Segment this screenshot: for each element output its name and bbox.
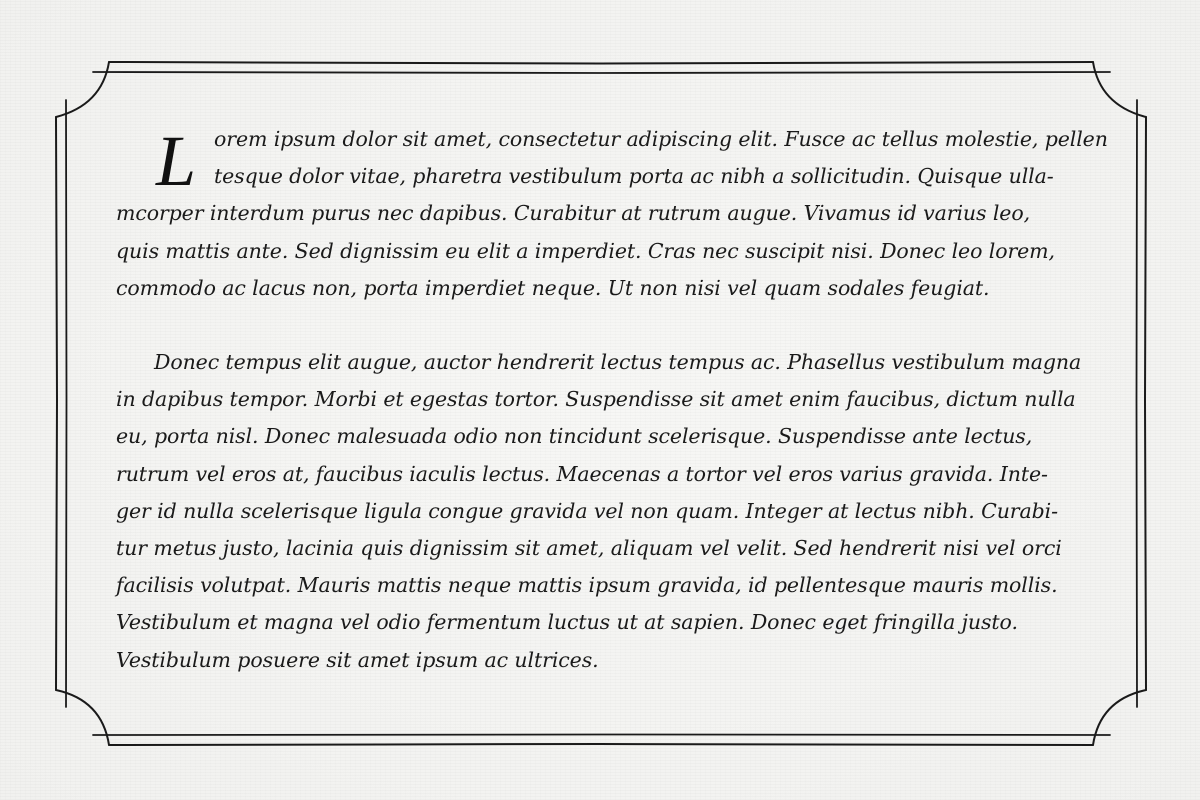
frame-top-outer-rule <box>109 62 1093 64</box>
text-line: orem ipsum dolor sit amet, consectetur adipiscing elit. Fusce ac tellus molestie, pellen <box>214 127 1108 151</box>
text-line: tesque dolor vitae, pharetra vestibulum porta ac nibh a sollicitudin. Quisque ulla- <box>214 164 1054 189</box>
text-line: commodo ac lacus non, porta imperdiet neque. Ut non nisi vel quam sodales feugiat. <box>116 275 990 300</box>
paragraph-2 <box>116 344 1094 679</box>
text-line: in dapibus tempor. Morbi et egestas tortor. Suspendisse sit amet enim faucibus, dictum nulla <box>116 387 1076 412</box>
text-line: rutrum vel eros at, faucibus iaculis lectus. Maecenas a tortor vel eros varius gravida. Inte- <box>116 461 1048 486</box>
paragraph-1 <box>116 121 1108 307</box>
frame-corner-bottom-right <box>1093 690 1146 745</box>
text-line: tur metus justo, lacinia quis dignissim sit amet, aliquam vel velit. Sed hendrerit nisi vel orci <box>116 536 1062 561</box>
frame-top-inner-rule <box>93 72 1110 73</box>
frame-bottom-outer-rule <box>109 744 1093 745</box>
text-body <box>116 121 1108 679</box>
text-line: eu, porta nisl. Donec malesuada odio non tincidunt scelerisque. Suspendisse ante lectus, <box>116 424 1033 449</box>
text-line: Vestibulum posuere sit amet ipsum ac ultrices. <box>116 647 599 672</box>
text-line: ger id nulla scelerisque ligula congue gravida vel non quam. Integer at lectus nibh. Curabi- <box>116 498 1058 523</box>
text-line: Donec tempus elit augue, auctor hendrerit lectus tempus ac. Phasellus vestibulum magna <box>154 350 1082 375</box>
text-line: mcorper interdum purus nec dapibus. Curabitur at rutrum augue. Vivamus id varius leo, <box>116 201 1031 226</box>
frame-right-inner-rule <box>1137 100 1138 707</box>
frame-left-inner-rule <box>66 100 67 707</box>
frame-bottom-inner-rule <box>93 735 1110 736</box>
text-line: Vestibulum et magna vel odio fermentum luctus ut at sapien. Donec eget fringilla justo. <box>116 610 1018 635</box>
frame-corner-bottom-left <box>56 690 109 745</box>
frame-left-outer-rule <box>56 117 57 690</box>
frame-corner-top-right <box>1093 62 1146 117</box>
frame-corner-top-left <box>56 62 109 117</box>
frame-right-outer-rule <box>1145 117 1146 690</box>
drop-cap: L <box>156 121 196 201</box>
text-line: facilisis volutpat. Mauris mattis neque mattis ipsum gravida, id pellentesque mauris mollis. <box>116 573 1058 598</box>
text-line: quis mattis ante. Sed dignissim eu elit a imperdiet. Cras nec suscipit nisi. Donec leo lorem, <box>116 238 1055 263</box>
